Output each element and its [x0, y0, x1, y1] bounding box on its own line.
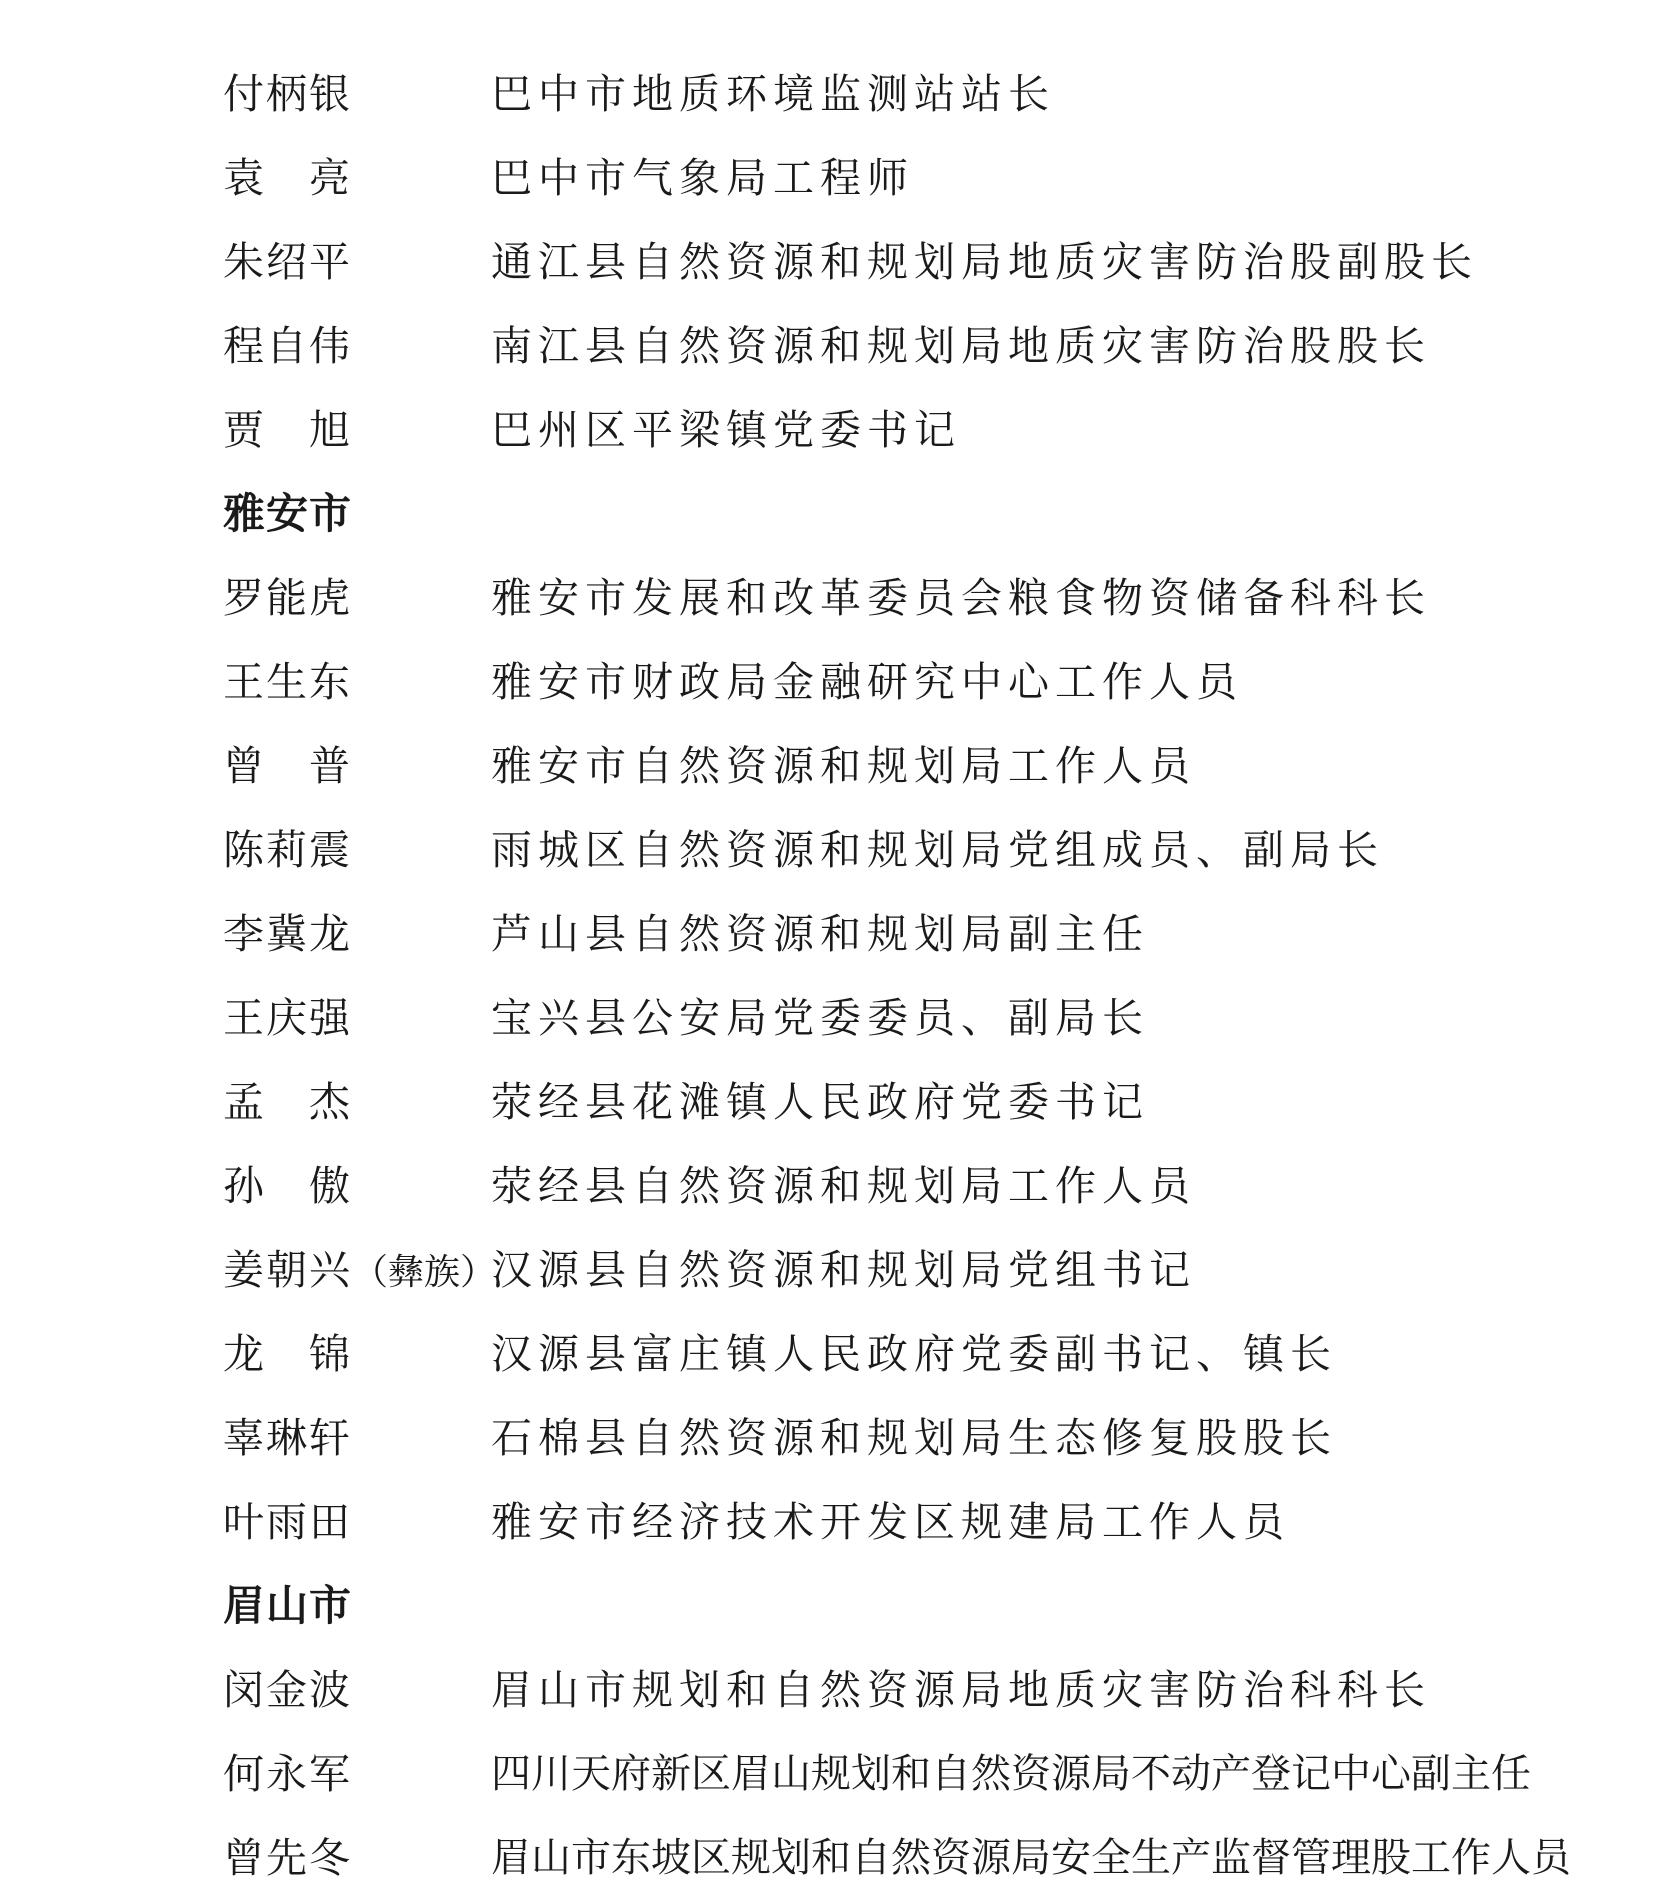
list-item — [223, 64, 1523, 124]
person-title: 四川天府新区眉山规划和自然资源局不动产登记中心副主任 — [491, 1751, 1531, 1797]
list-item — [223, 736, 1523, 796]
person-name: 付柄银 — [223, 70, 352, 118]
person-title: 石棉县自然资源和规划局生态修复股股长 — [491, 1414, 1337, 1462]
person-title: 雅安市经济技术开发区规建局工作人员 — [491, 1498, 1290, 1546]
list-item — [223, 904, 1523, 964]
person-title: 汉源县富庄镇人民政府党委副书记、镇长 — [491, 1330, 1337, 1378]
list-item — [223, 1324, 1523, 1384]
person-title: 雅安市发展和改革委员会粮食物资储备科科长 — [491, 574, 1431, 622]
person-name: 辜琳轩 — [223, 1414, 352, 1462]
person-name: 罗能虎 — [223, 574, 352, 622]
person-name — [223, 1240, 497, 1303]
person-title: 雅安市财政局金融研究中心工作人员 — [491, 658, 1243, 706]
person-name: 孟 杰 — [223, 1078, 352, 1126]
person-name: 闵金波 — [223, 1666, 352, 1714]
person-title: 雨城区自然资源和规划局党组成员、副局长 — [491, 826, 1384, 874]
list-item — [223, 1492, 1523, 1552]
list-item — [223, 148, 1523, 208]
person-title: 荥经县花滩镇人民政府党委书记 — [491, 1078, 1149, 1126]
list-item — [223, 1072, 1523, 1132]
person-name: 叶雨田 — [223, 1498, 352, 1546]
list-item — [223, 1408, 1523, 1468]
person-name: 孙 傲 — [223, 1162, 352, 1210]
person-title: 汉源县自然资源和规划局党组书记 — [491, 1246, 1196, 1294]
person-title: 巴中市地质环境监测站站长 — [491, 70, 1055, 118]
list-item — [223, 1240, 1523, 1300]
person-name-text: 姜朝兴 — [223, 1246, 352, 1294]
person-name: 袁 亮 — [223, 154, 352, 202]
ethnicity-note: （彝族） — [352, 1252, 497, 1293]
person-name: 贾 旭 — [223, 406, 352, 454]
list-item — [223, 232, 1523, 292]
list-item — [223, 820, 1523, 880]
person-name: 龙 锦 — [223, 1330, 352, 1378]
person-title: 荥经县自然资源和规划局工作人员 — [491, 1162, 1196, 1210]
list-item — [223, 568, 1523, 628]
list-item — [223, 316, 1523, 376]
list-item — [223, 400, 1523, 460]
region-heading: 眉山市 — [223, 1581, 353, 1630]
person-name: 何永军 — [223, 1750, 352, 1798]
person-name: 曾 普 — [223, 742, 352, 790]
list-item — [223, 988, 1523, 1048]
list-item — [223, 1744, 1531, 1804]
list-item — [223, 1660, 1523, 1720]
person-title: 宝兴县公安局党委委员、副局长 — [491, 994, 1149, 1042]
list-item — [223, 1828, 1571, 1888]
person-name: 李冀龙 — [223, 910, 352, 958]
person-title: 芦山县自然资源和规划局副主任 — [491, 910, 1149, 958]
person-title: 雅安市自然资源和规划局工作人员 — [491, 742, 1196, 790]
person-name: 王庆强 — [223, 994, 352, 1042]
person-name: 陈莉震 — [223, 826, 352, 874]
person-title: 眉山市规划和自然资源局地质灾害防治科科长 — [491, 1666, 1431, 1714]
person-name: 朱绍平 — [223, 238, 352, 286]
person-title: 眉山市东坡区规划和自然资源局安全生产监督管理股工作人员 — [491, 1835, 1571, 1881]
person-name: 曾先冬 — [223, 1834, 352, 1882]
list-item — [223, 1156, 1523, 1216]
person-title: 南江县自然资源和规划局地质灾害防治股股长 — [491, 322, 1431, 370]
person-title: 巴州区平梁镇党委书记 — [491, 406, 961, 454]
person-title: 通江县自然资源和规划局地质灾害防治股副股长 — [491, 238, 1478, 286]
region-heading: 雅安市 — [223, 489, 353, 538]
list-item — [223, 652, 1523, 712]
person-name: 程自伟 — [223, 322, 352, 370]
person-title: 巴中市气象局工程师 — [491, 154, 914, 202]
person-name: 王生东 — [223, 658, 352, 706]
